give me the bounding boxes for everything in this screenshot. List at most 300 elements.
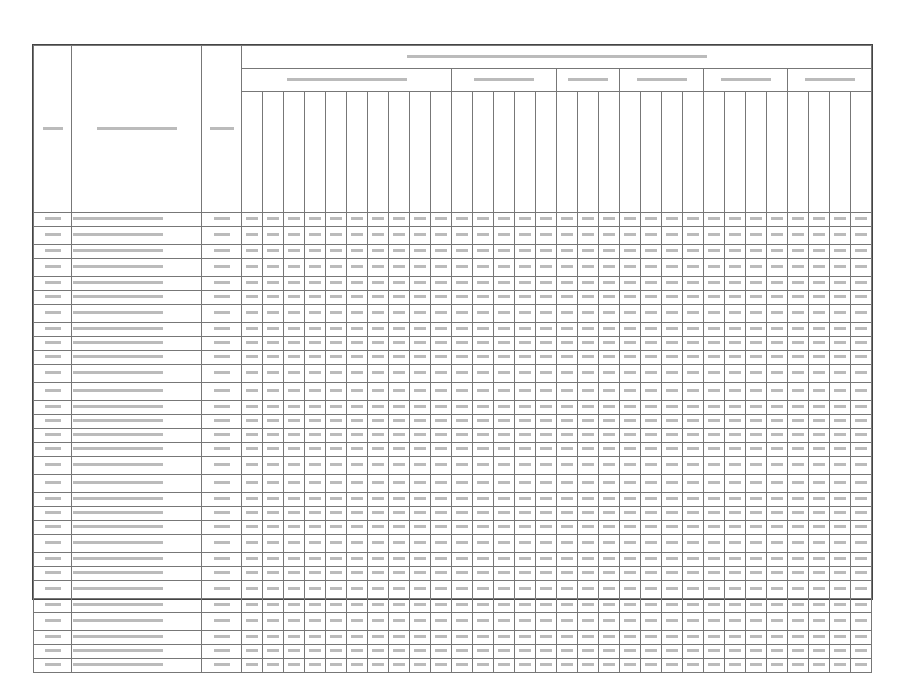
table-cell	[202, 337, 242, 351]
table-cell	[641, 429, 662, 443]
table-cell	[641, 567, 662, 581]
table-cell	[473, 337, 494, 351]
table-cell	[368, 415, 389, 429]
cell-placeholder	[792, 649, 804, 652]
cell-placeholder	[792, 311, 804, 314]
table-cell	[452, 415, 473, 429]
table-cell	[431, 581, 452, 599]
cell-placeholder	[330, 341, 342, 344]
table-cell	[473, 567, 494, 581]
table-cell	[620, 277, 641, 291]
cell-placeholder	[645, 635, 657, 638]
table-cell	[410, 567, 431, 581]
table-cell	[788, 645, 809, 659]
table-cell	[305, 507, 326, 521]
cell-placeholder	[645, 603, 657, 606]
cell-placeholder	[687, 571, 699, 574]
table-cell	[704, 553, 725, 567]
cell-placeholder	[582, 281, 594, 284]
table-cell	[452, 365, 473, 383]
cell-placeholder	[214, 355, 230, 358]
table-cell	[767, 613, 788, 631]
cell-placeholder	[813, 447, 825, 450]
cell-placeholder	[267, 511, 279, 514]
cell-placeholder	[477, 571, 489, 574]
table-cell	[263, 227, 284, 245]
cell-placeholder	[393, 295, 405, 298]
table-cell	[452, 259, 473, 277]
cell-placeholder	[73, 587, 163, 590]
table-cell	[389, 493, 410, 507]
table-cell	[578, 535, 599, 553]
cell-placeholder	[603, 217, 615, 220]
cell-placeholder	[750, 497, 762, 500]
table-cell	[202, 305, 242, 323]
header-cell	[746, 92, 767, 213]
table-cell	[809, 337, 830, 351]
table-cell	[494, 365, 515, 383]
table-cell	[34, 599, 72, 613]
table-cell	[641, 507, 662, 521]
cell-placeholder	[561, 233, 573, 236]
table-cell	[452, 213, 473, 227]
cell-placeholder	[351, 265, 363, 268]
cell-placeholder	[330, 463, 342, 466]
table-cell	[830, 337, 851, 351]
cell-placeholder	[561, 557, 573, 560]
cell-placeholder	[792, 281, 804, 284]
table-cell	[788, 521, 809, 535]
cell-placeholder	[582, 587, 594, 590]
table-cell	[851, 567, 872, 581]
cell-placeholder	[372, 557, 384, 560]
table-cell	[788, 475, 809, 493]
cell-placeholder	[372, 433, 384, 436]
table-row	[34, 401, 872, 415]
table-cell	[431, 259, 452, 277]
table-cell	[620, 227, 641, 245]
table-cell	[452, 631, 473, 645]
cell-placeholder	[519, 481, 531, 484]
table-cell	[368, 323, 389, 337]
table-cell	[641, 245, 662, 259]
cell-placeholder	[540, 371, 552, 374]
cell-placeholder	[309, 371, 321, 374]
table-cell	[202, 553, 242, 567]
table-cell	[202, 259, 242, 277]
table-cell	[620, 443, 641, 457]
cell-placeholder	[45, 265, 61, 268]
table-cell	[578, 599, 599, 613]
cell-placeholder	[792, 541, 804, 544]
cell-placeholder	[561, 511, 573, 514]
table-cell	[202, 245, 242, 259]
cell-placeholder	[561, 355, 573, 358]
cell-placeholder	[351, 481, 363, 484]
cell-placeholder	[372, 419, 384, 422]
cell-placeholder	[603, 371, 615, 374]
cell-placeholder	[624, 341, 636, 344]
table-cell	[767, 567, 788, 581]
table-cell	[494, 213, 515, 227]
cell-placeholder	[414, 463, 426, 466]
table-cell	[683, 567, 704, 581]
cell-placeholder	[519, 497, 531, 500]
table-cell	[746, 245, 767, 259]
cell-placeholder	[540, 419, 552, 422]
cell-placeholder	[372, 233, 384, 236]
table-cell	[767, 337, 788, 351]
cell-placeholder	[603, 463, 615, 466]
cell-placeholder	[855, 571, 867, 574]
cell-placeholder	[645, 557, 657, 560]
table-cell	[851, 305, 872, 323]
table-cell	[242, 365, 263, 383]
cell-placeholder	[666, 249, 678, 252]
table-cell	[263, 457, 284, 475]
cell-placeholder	[214, 649, 230, 652]
table-cell	[263, 631, 284, 645]
cell-placeholder	[729, 649, 741, 652]
cell-placeholder	[729, 295, 741, 298]
table-cell	[389, 631, 410, 645]
table-cell	[641, 521, 662, 535]
cell-placeholder	[687, 265, 699, 268]
cell-placeholder	[645, 511, 657, 514]
table-cell	[746, 659, 767, 673]
table-cell	[202, 535, 242, 553]
table-cell	[557, 457, 578, 475]
table-cell	[305, 659, 326, 673]
cell-placeholder	[855, 433, 867, 436]
table-cell	[284, 277, 305, 291]
table-cell	[72, 581, 202, 599]
cell-placeholder	[246, 371, 258, 374]
table-cell	[202, 415, 242, 429]
cell-placeholder	[519, 355, 531, 358]
table-cell	[305, 457, 326, 475]
cell-placeholder	[834, 311, 846, 314]
table-cell	[72, 277, 202, 291]
table-cell	[452, 613, 473, 631]
cell-placeholder	[561, 311, 573, 314]
cell-placeholder	[792, 571, 804, 574]
table-cell	[662, 383, 683, 401]
table-cell	[788, 613, 809, 631]
cell-placeholder	[624, 481, 636, 484]
cell-placeholder	[771, 405, 783, 408]
cell-placeholder	[855, 341, 867, 344]
cell-placeholder	[414, 371, 426, 374]
cell-placeholder	[456, 541, 468, 544]
cell-placeholder	[603, 311, 615, 314]
cell-placeholder	[750, 557, 762, 560]
table-cell	[72, 631, 202, 645]
table-cell	[851, 365, 872, 383]
table-cell	[599, 245, 620, 259]
table-cell	[851, 493, 872, 507]
cell-placeholder	[330, 295, 342, 298]
table-cell	[683, 443, 704, 457]
table-cell	[326, 337, 347, 351]
table-cell	[557, 493, 578, 507]
table-cell	[389, 227, 410, 245]
table-row	[34, 443, 872, 457]
cell-placeholder	[750, 419, 762, 422]
table-cell	[494, 401, 515, 415]
cell-placeholder	[666, 371, 678, 374]
table-cell	[326, 645, 347, 659]
table-cell	[202, 383, 242, 401]
cell-placeholder	[666, 419, 678, 422]
table-row	[34, 535, 872, 553]
cell-placeholder	[456, 447, 468, 450]
cell-placeholder	[246, 635, 258, 638]
table-cell	[599, 213, 620, 227]
cell-placeholder	[771, 265, 783, 268]
cell-placeholder	[288, 649, 300, 652]
table-cell	[34, 429, 72, 443]
table-cell	[536, 535, 557, 553]
table-cell	[683, 475, 704, 493]
table-cell	[326, 401, 347, 415]
table-cell	[536, 259, 557, 277]
table-cell	[620, 259, 641, 277]
table-cell	[536, 323, 557, 337]
table-cell	[389, 475, 410, 493]
cell-placeholder	[73, 327, 163, 330]
table-cell	[536, 227, 557, 245]
table-cell	[809, 291, 830, 305]
cell-placeholder	[561, 327, 573, 330]
table-row	[34, 291, 872, 305]
cell-placeholder	[351, 511, 363, 514]
table-cell	[242, 401, 263, 415]
table-cell	[767, 213, 788, 227]
cell-placeholder	[792, 389, 804, 392]
cell-placeholder	[855, 635, 867, 638]
table-cell	[788, 443, 809, 457]
table-cell	[284, 337, 305, 351]
table-cell	[431, 365, 452, 383]
cell-placeholder	[214, 281, 230, 284]
cell-placeholder	[393, 635, 405, 638]
table-cell	[851, 581, 872, 599]
cell-placeholder	[214, 497, 230, 500]
cell-placeholder	[414, 433, 426, 436]
table-cell	[347, 457, 368, 475]
table-cell	[410, 553, 431, 567]
cell-placeholder	[267, 587, 279, 590]
cell-placeholder	[519, 463, 531, 466]
cell-placeholder	[45, 327, 61, 330]
table-cell	[746, 323, 767, 337]
table-cell	[641, 227, 662, 245]
table-cell	[767, 659, 788, 673]
table-cell	[410, 245, 431, 259]
cell-placeholder	[435, 281, 447, 284]
table-cell	[557, 383, 578, 401]
cell-placeholder	[214, 557, 230, 560]
cell-placeholder	[267, 541, 279, 544]
cell-placeholder	[687, 525, 699, 528]
table-cell	[599, 365, 620, 383]
cell-placeholder	[687, 481, 699, 484]
table-cell	[809, 507, 830, 521]
table-cell	[578, 401, 599, 415]
cell-placeholder	[624, 463, 636, 466]
cell-placeholder	[309, 355, 321, 358]
cell-placeholder	[372, 249, 384, 252]
cell-placeholder	[729, 571, 741, 574]
cell-placeholder	[372, 571, 384, 574]
table-cell	[662, 567, 683, 581]
table-cell	[746, 521, 767, 535]
table-cell	[431, 291, 452, 305]
table-cell	[788, 535, 809, 553]
cell-placeholder	[45, 355, 61, 358]
table-cell	[494, 613, 515, 631]
cell-placeholder	[834, 649, 846, 652]
cell-placeholder	[267, 603, 279, 606]
table-cell	[830, 277, 851, 291]
cell-placeholder	[414, 497, 426, 500]
table-cell	[284, 227, 305, 245]
table-cell	[263, 429, 284, 443]
cell-placeholder	[624, 525, 636, 528]
table-cell	[767, 507, 788, 521]
cell-placeholder	[540, 355, 552, 358]
cell-placeholder	[561, 481, 573, 484]
cell-placeholder	[45, 497, 61, 500]
cell-placeholder	[519, 447, 531, 450]
cell-placeholder	[372, 295, 384, 298]
cell-placeholder	[456, 557, 468, 560]
table-cell	[578, 277, 599, 291]
table-cell	[389, 305, 410, 323]
cell-placeholder	[813, 389, 825, 392]
cell-placeholder	[792, 433, 804, 436]
table-cell	[557, 365, 578, 383]
cell-placeholder	[855, 541, 867, 544]
table-cell	[662, 401, 683, 415]
cell-placeholder	[645, 497, 657, 500]
table-cell	[704, 277, 725, 291]
table-cell	[809, 277, 830, 291]
table-cell	[704, 383, 725, 401]
table-cell	[410, 457, 431, 475]
cell-placeholder	[288, 311, 300, 314]
table-cell	[34, 475, 72, 493]
table-cell	[725, 429, 746, 443]
table-cell	[410, 507, 431, 521]
table-cell	[557, 631, 578, 645]
cell-placeholder	[561, 217, 573, 220]
cell-placeholder	[330, 481, 342, 484]
table-cell	[578, 291, 599, 305]
table-cell	[725, 337, 746, 351]
table-cell	[34, 567, 72, 581]
table-cell	[305, 599, 326, 613]
cell-placeholder	[246, 217, 258, 220]
table-cell	[557, 291, 578, 305]
table-cell	[809, 351, 830, 365]
table-cell	[389, 507, 410, 521]
table-cell	[641, 401, 662, 415]
table-cell	[452, 277, 473, 291]
table-cell	[662, 613, 683, 631]
table-row	[34, 415, 872, 429]
cell-placeholder	[73, 649, 163, 652]
cell-placeholder	[456, 389, 468, 392]
cell-placeholder	[708, 511, 720, 514]
cell-placeholder	[582, 481, 594, 484]
table-cell	[683, 245, 704, 259]
cell-placeholder	[645, 265, 657, 268]
table-cell	[515, 645, 536, 659]
table-cell	[72, 535, 202, 553]
table-cell	[767, 457, 788, 475]
cell-placeholder	[687, 619, 699, 622]
cell-placeholder	[414, 217, 426, 220]
table-cell	[809, 553, 830, 567]
cell-placeholder	[45, 405, 61, 408]
cell-placeholder	[792, 447, 804, 450]
cell-placeholder	[288, 295, 300, 298]
table-cell	[746, 259, 767, 277]
table-cell	[515, 457, 536, 475]
table-cell	[494, 291, 515, 305]
table-cell	[326, 323, 347, 337]
cell-placeholder	[73, 405, 163, 408]
cell-placeholder	[288, 571, 300, 574]
table-cell	[389, 245, 410, 259]
cell-placeholder	[456, 217, 468, 220]
cell-placeholder	[603, 571, 615, 574]
table-cell	[284, 475, 305, 493]
cell-placeholder	[330, 635, 342, 638]
table-cell	[809, 631, 830, 645]
table-cell	[620, 323, 641, 337]
cell-placeholder	[456, 497, 468, 500]
cell-placeholder	[330, 571, 342, 574]
table-cell	[368, 337, 389, 351]
cell-placeholder	[414, 587, 426, 590]
table-cell	[389, 383, 410, 401]
cell-placeholder	[771, 603, 783, 606]
cell-placeholder	[813, 511, 825, 514]
table-cell	[704, 567, 725, 581]
table-cell	[620, 493, 641, 507]
table-cell	[620, 351, 641, 365]
cell-placeholder	[45, 635, 61, 638]
cell-placeholder	[73, 433, 163, 436]
table-cell	[641, 613, 662, 631]
cell-placeholder	[288, 433, 300, 436]
cell-placeholder	[477, 541, 489, 544]
cell-placeholder	[456, 355, 468, 358]
cell-placeholder	[214, 463, 230, 466]
cell-placeholder	[45, 649, 61, 652]
cell-placeholder	[687, 419, 699, 422]
cell-placeholder	[414, 341, 426, 344]
table-cell	[578, 493, 599, 507]
cell-placeholder	[267, 649, 279, 652]
table-cell	[767, 291, 788, 305]
table-cell	[746, 553, 767, 567]
table-cell	[284, 567, 305, 581]
table-cell	[536, 383, 557, 401]
